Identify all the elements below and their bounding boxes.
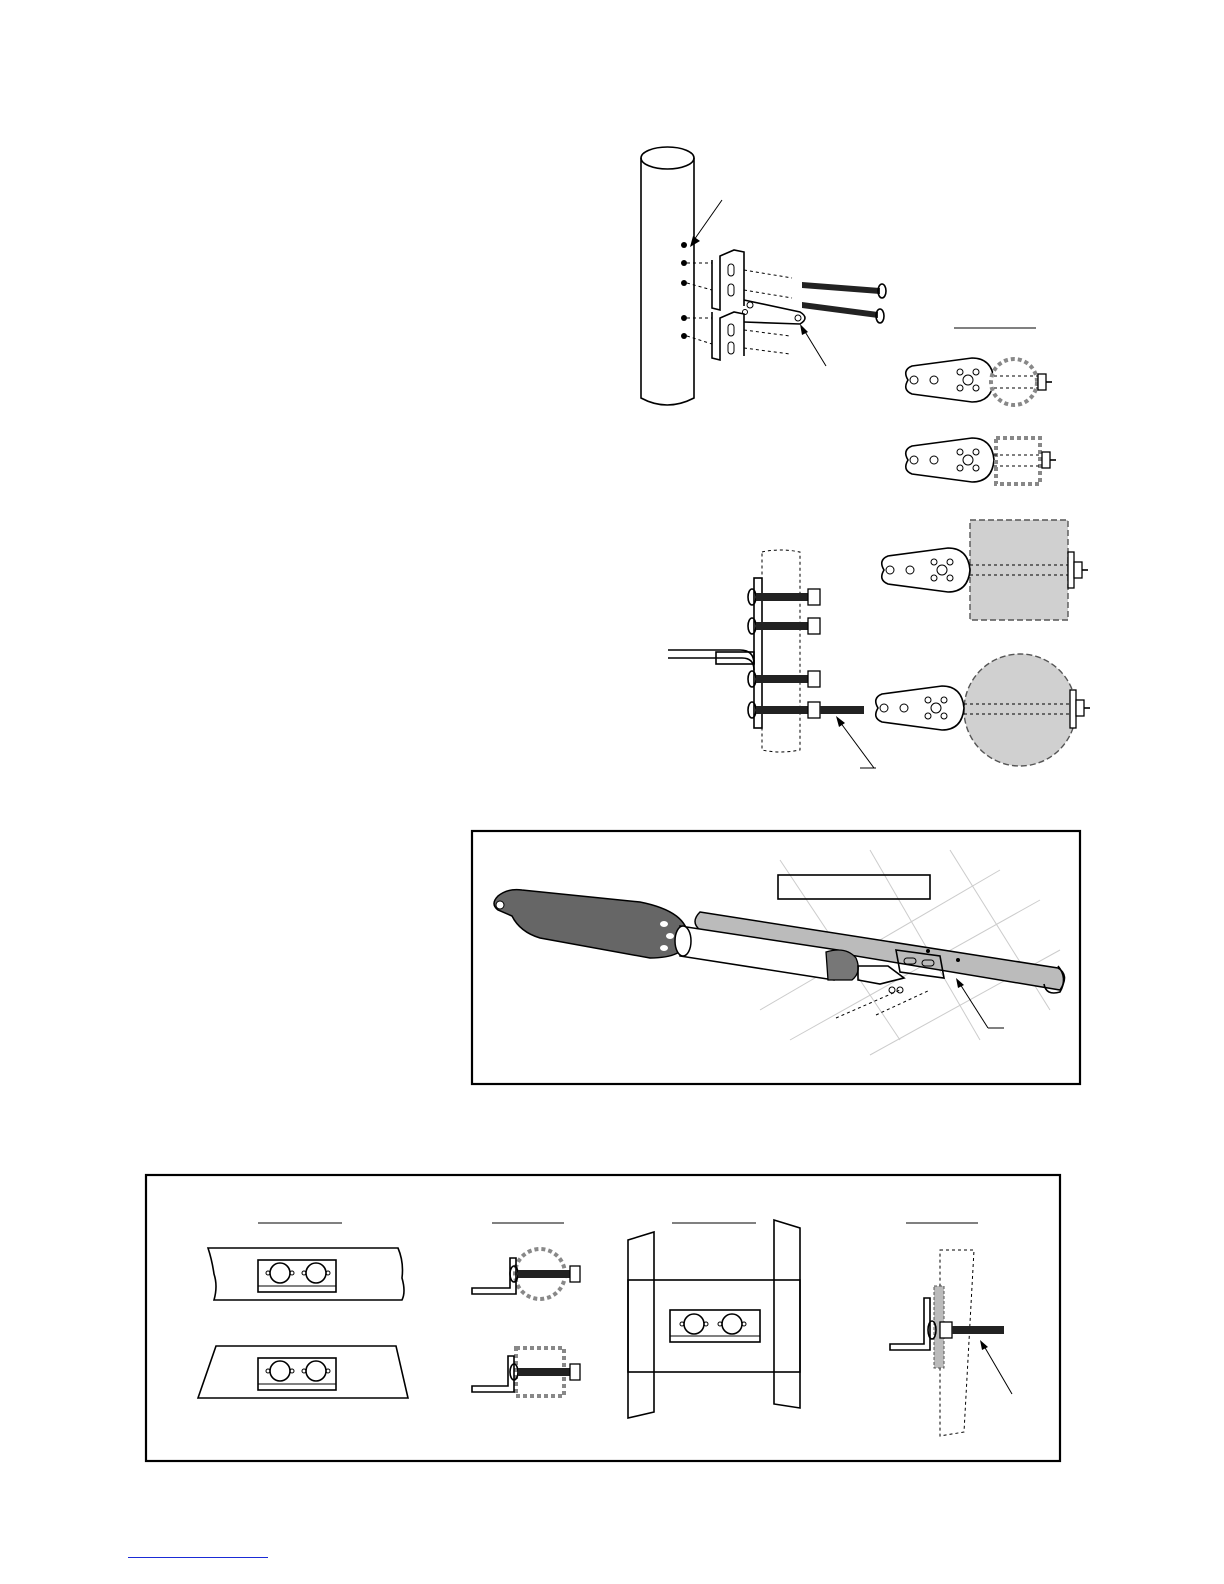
clamp-views xyxy=(876,328,1090,766)
mounting-variations-panel xyxy=(146,1175,1060,1461)
clamp-view-round-tube xyxy=(906,358,1052,405)
variation-group-4 xyxy=(890,1223,1012,1436)
variation-group-1 xyxy=(198,1223,408,1398)
panel-label-box xyxy=(778,875,930,899)
hardware-small-icon xyxy=(889,987,903,993)
installed-operator-panel xyxy=(472,831,1080,1084)
variation-group-2 xyxy=(472,1223,580,1396)
bolt-callout-arrow-icon xyxy=(980,1340,1012,1394)
clamp-view-square-tube xyxy=(906,438,1056,484)
through-bolt-side-view xyxy=(668,550,876,768)
nut-icon xyxy=(1038,374,1046,390)
lag-screw-icon xyxy=(802,282,886,323)
footer-rule xyxy=(128,1557,268,1558)
bolt-pointer-arrow-icon xyxy=(836,716,876,768)
nut-icon xyxy=(1074,562,1082,578)
bracket-plate xyxy=(712,250,805,360)
pole-bracket-diagram xyxy=(641,147,886,405)
nut-icon xyxy=(1042,452,1050,468)
alignment-dotted-lines xyxy=(687,263,792,354)
clamp-view-large-round-post xyxy=(876,654,1090,766)
through-bolt-icon xyxy=(748,589,864,718)
pole-hole-markers xyxy=(681,242,687,339)
variation-group-3 xyxy=(628,1220,800,1418)
clamp-view-large-square-post xyxy=(882,520,1088,620)
bracket-pointer-arrow-icon xyxy=(800,324,826,366)
nut-icon xyxy=(1076,700,1084,716)
